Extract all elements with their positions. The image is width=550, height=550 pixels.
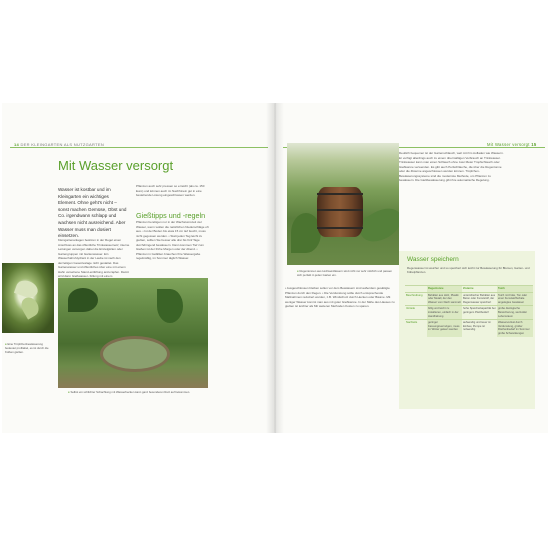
right-page	[275, 103, 548, 433]
right-body-column-2: • Ausgeschlossen bleiben sollen vor dem Bewässern sind außerdem gesättigte Pflanzen durch den Regen. • Die Verdunstung sollte durch entsprechende Maßnahmen reduziert werden, z.B. Windschutz durch Hecken oder Bäume. Mit weniger Wasser kommt man aus mit guter Gießkanne. In der Nähe des Hauses zu gießen ist leichter als Mit weiteren Methoden Kosten zu sparen.	[285, 286, 395, 308]
table-row	[405, 319, 533, 336]
table-header-row	[405, 285, 533, 292]
fennel-photo	[2, 263, 54, 333]
left-page	[2, 103, 275, 433]
barrel-caption-text: Regentonnen aus Holzweinfässern sind nicht nur sehr nützlich und passen sich perfekt in jeden Garten ein.	[297, 269, 392, 277]
info-box-intro: Regenwasser ist weicher und so speichert sich leicht zur Bewässerung für Blumen, Garten- und Kübelpflanzen.	[407, 266, 530, 274]
table-cell: billig und leicht zu installieren, einfach in der Handhabung	[427, 306, 462, 319]
table-row	[405, 292, 533, 306]
table-header-cell: Zisterne	[463, 287, 474, 290]
garden-caption: ● Selbst ein schlichter Schachlong mit Wasserbecken kann ganz besonderen Reiz auf bekommen.	[68, 390, 191, 394]
table-cell: aufwendig und teuer im Einbau, Pumpe ist notwendig	[463, 321, 491, 332]
header-rule	[10, 147, 268, 148]
table-row	[405, 305, 533, 319]
table-header-cell	[405, 286, 427, 292]
rain-barrel-photo	[287, 143, 399, 265]
table-cell: Teich mit Folie, Ton oder einer Kunststoffschale angelegtes Gewässer	[497, 293, 533, 306]
book-gutter	[266, 103, 284, 433]
barrel-shape	[317, 187, 363, 237]
running-head-right	[487, 142, 537, 147]
barrel-caption: ● Regentonnen aus Holzweinfässern sind nicht nur sehr nützlich und passen sich perfekt in jeden Garten ein.	[297, 269, 392, 277]
info-box	[399, 251, 535, 409]
page-number-right: 15	[531, 142, 537, 147]
running-head-left-text: DER KLEINGARTEN ALS NUTZGARTEN	[20, 142, 105, 147]
garden-caption-text: Selbst ein schlichter Schachlong mit Wasserbecken kann ganz besonderen Reiz auf bekommen.	[70, 390, 191, 394]
table-cell: Wasserverlust durch Verdunstung, großer Flächenbedarf im Sommer große Schwankungen	[497, 320, 533, 336]
section-subhead: Gießtipps und -regeln	[136, 211, 206, 220]
table-header-cell: Teich	[497, 286, 533, 292]
table-cell: geringer Fassungsvermögen, muss im Winter geleert werden	[427, 320, 462, 336]
table-cell: unterirdischer Behälter aus Beton oder Kunststoff, der Regenwasser speichert	[463, 293, 496, 304]
running-head-right-text: Mit Wasser versorgt	[487, 142, 530, 147]
body-column-b: Pflanzen auch sehr pressen so erreicht (als ca. 150 Euro) und können auch im Nachhinein gut in eine bestehende Lösung eingeschlossen werden.	[136, 184, 205, 197]
table-cell: Behälter aus Holz, Plastik oder Metall, der den Wasser vom Dach sammelt	[428, 293, 461, 304]
table-cell: Nachteile	[406, 321, 418, 325]
table-cell: hohe Speicherkapazität bei geringem Platzbedarf	[463, 307, 496, 314]
body-column-a: Kleingartenanlagen besitzen in der Regel einen Anschluss an das öffentliche Trinkwassernetz; interne Leitungen versorgen dabei die Einzelgärten oder Gartengruppen mit Gartenwasser. Ein Wasserhahn/Hydrant in der Laube ist nach den derzeitigen Gesetzeslage nicht gestattet. Das Gartenwasser und öffentliches über eine mit einem Hahn versehene Stand-entlüftung anzuzapfen. Damit wird dann Gießwasser- füllung mit einem	[58, 238, 130, 278]
info-box-title: Wasser speichern	[407, 256, 459, 263]
info-table	[405, 285, 533, 337]
lead-paragraph: Wasser ist kostbar und im Kleingarten ein wichtiges Element. Ohne geht's nicht – sonst machen Gemüse, Obst und Co. irgendwann schlapp und wachsen nicht ausreichend. Aber Wasser muss man dosiert einsetzen.	[58, 187, 127, 239]
table-cell: große ökologische Bereicherung, wertvoller Lebensraum	[497, 306, 533, 319]
table-header-cell: Regentonne	[427, 286, 462, 292]
right-body-column-1: Deutlich bequemer ist der Gartenschlauch, weil mit ihm Aufladen wie Wassern. Er verfügt allerdings auch zu einem übermäßigen Verbrauch an Trinkwasser. Trinkwasser kann man einen Schlauch ohne zwei Meter Tropfschlauch oder Gießkanne verwenden. Es gibt auch Perlschläuche, die über die Regentonne oder die Zisterne angeschlossen werden können. Tröpfchen-Bewässerungssysteme sind die modernste Methode, um Pflanzen zu bewässern. Die Gießbewässerung gibt ihre automatische Regelung.	[399, 151, 504, 182]
book-spread	[0, 103, 550, 433]
table-cell: Beschreibung	[406, 293, 423, 297]
page-title: Mit Wasser versorgt	[58, 158, 174, 173]
garden-pond-photo	[58, 278, 208, 388]
fennel-caption: ● Eine Tröpfchenbewässerung bedeutet profitabel, es ist durch die Kolben gießen.	[5, 342, 49, 354]
table-cell: Vorteile	[406, 307, 415, 311]
body-column-b2: Pflanzen benötigen nur in der Wachstumszeit viel Wasser, wenn wollen die natürlichen Niederschläge oft aus. • Ist der Boden bis etwa 15 cm tief feucht, muss nicht gegossen werden. • Statt jeden Tag leicht zu gießen, sollten Sie besser alle drei bis fünf Tage durchdringend bewässern. Dann kommen Tief zum Gießen ist der frühe Morgen oder der Abend. • Pflanzen in Gefäßen brauchen Ihre Wassergabe regelmäßig, im Sommer täglich Wasser.	[136, 220, 209, 260]
fennel-caption-text: Eine Tröpfchenbewässerung bedeutet profitabel, es ist durch die Kolben gießen.	[5, 342, 49, 354]
running-head-left	[14, 142, 104, 147]
page-number-left: 14	[14, 142, 20, 147]
